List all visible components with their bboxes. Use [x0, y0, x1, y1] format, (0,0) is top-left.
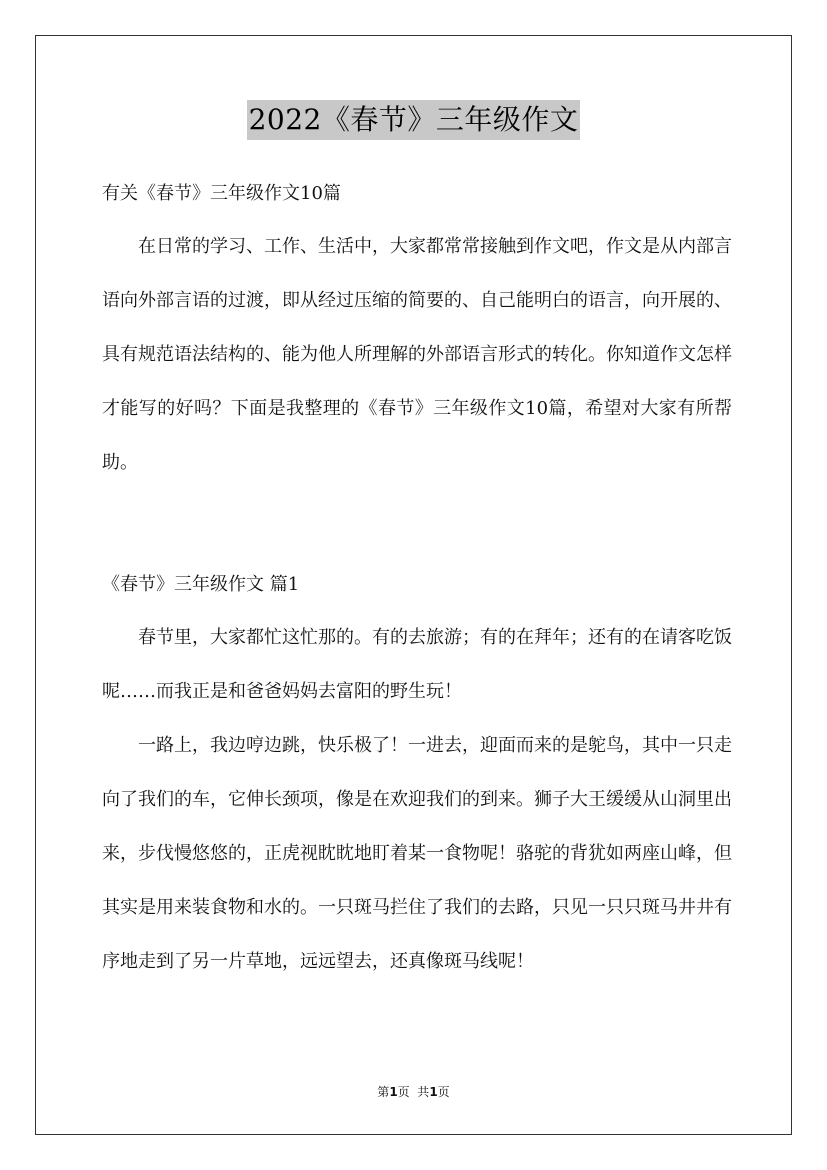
title-wrapper [0, 100, 827, 140]
document-subtitle: 有关《春节》三年级作文10篇 [102, 183, 341, 204]
footer-page-number: 1 [389, 1085, 398, 1099]
footer-total-pages: 1 [429, 1085, 438, 1099]
page-footer [0, 1084, 827, 1100]
section-paragraph-1: 春节里，大家都忙这忙那的。有的去旅游；有的在拜年；还有的在请客吃饭呢……而我正是和爸爸妈妈去富阳的野生玩！ [102, 627, 732, 702]
section-heading: 《春节》三年级作文 篇1 [102, 574, 300, 595]
footer-page-mid: 页 共 [397, 1085, 430, 1099]
document-body [102, 177, 732, 989]
document-title: 2022《春节》三年级作文 [247, 100, 581, 140]
footer-page-prefix: 第 [377, 1085, 390, 1099]
section-paragraph-2: 一路上，我边哼边跳，快乐极了！一进去，迎面而来的是鸵鸟，其中一只走向了我们的车，它伸长颈项，像是在欢迎我们的到来。狮子大王缓缓从山洞里出来，步伐慢悠悠的，正虎视眈眈地盯着某一食物呢！骆驼的背犹如两座山峰，但其实是用来装食物和水的。一只斑马拦住了我们的去路，只见一只只斑马井井有序地走到了另一片草地，远远望去，还真像斑马线呢！ [102, 735, 732, 972]
footer-page-suffix: 页 [437, 1085, 450, 1099]
intro-paragraph: 在日常的学习、工作、生活中，大家都常常接触到作文吧，作文是从内部言语向外部言语的过渡，即从经过压缩的简要的、自己能明白的语言，向开展的、具有规范语法结构的、能为他人所理解的外部语言形式的转化。你知道作文怎样才能写的好吗？下面是我整理的《春节》三年级作文10篇，希望对大家有所帮助。 [102, 236, 732, 473]
section-spacer [102, 490, 732, 568]
